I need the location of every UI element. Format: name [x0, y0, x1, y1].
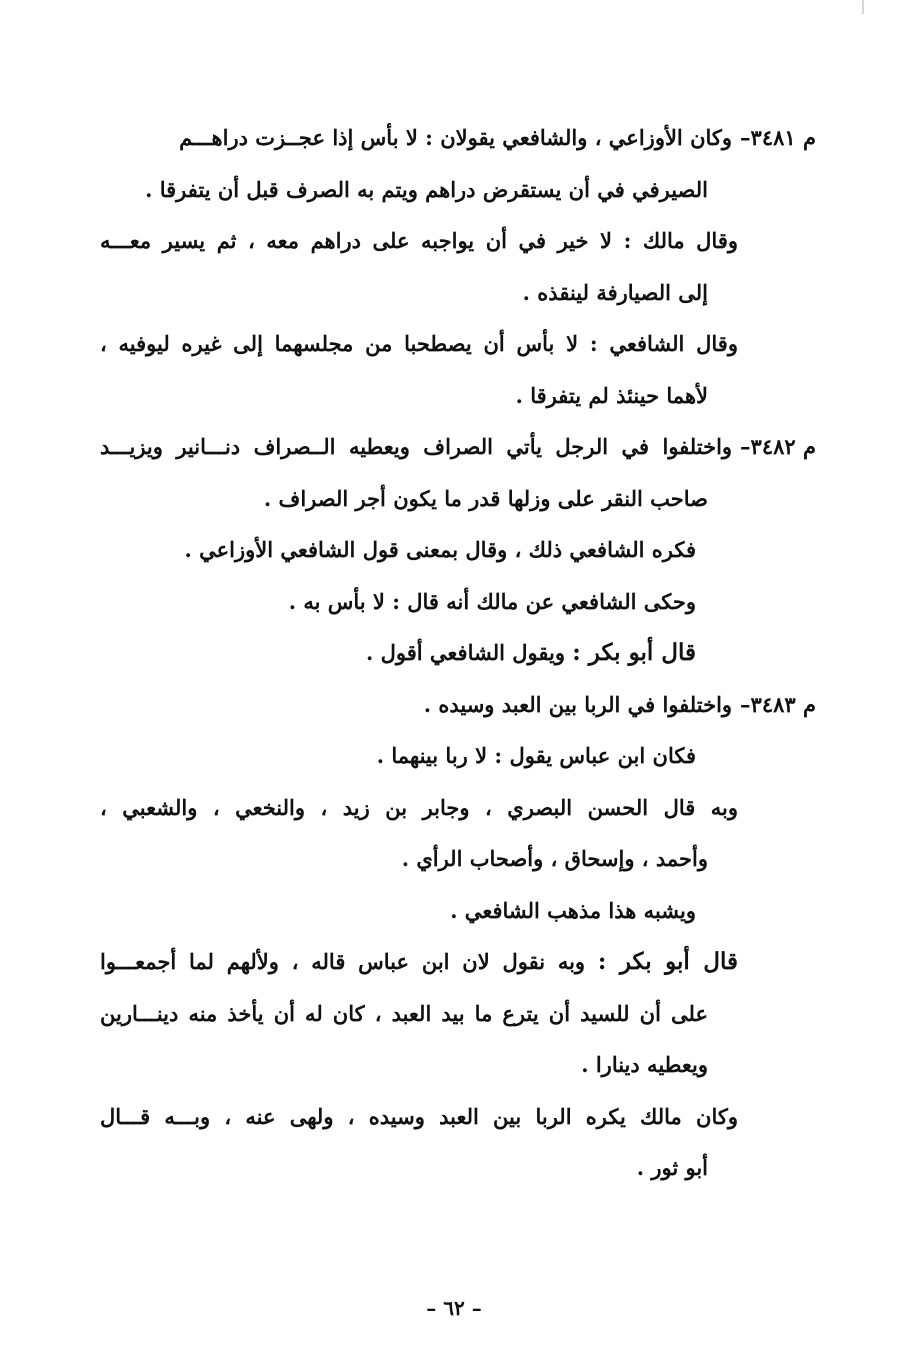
- paragraph-text: وبه نقول لان ابن عباس قاله ، ولألهم لما أجمعـــوا: [100, 949, 586, 974]
- paragraph-malik-line-1: وقال مالك : لا خير في أن يواجبه على دراهم معه ، ثم يسير معـــه: [100, 228, 738, 253]
- abu-bakr-lead: قال أبو بكر :: [597, 948, 738, 975]
- page-body: [100, 112, 816, 1194]
- paragraph-shafii-reports: وحكى الشافعي عن مالك أنه قال : لا بأس به .: [288, 588, 696, 614]
- paragraph-malik-dislike-line-2: أبو ثور .: [636, 1155, 708, 1180]
- paragraph-scholars-line-2: وأحمد ، وإسحاق ، وأصحاب الرأي .: [401, 846, 708, 871]
- paragraph-text: ويقول الشافعي أقول .: [366, 640, 565, 665]
- paragraph-abu-bakr-1: [100, 627, 816, 679]
- masalah-3483-line-1: [100, 679, 816, 731]
- paragraph-text: وكان الأوزاعي ، والشافعي يقولان : لا بأس إذا عجــزت دراهـــم: [179, 125, 733, 150]
- paragraph-shafii-dislike: فكره الشافعي ذلك ، وقال بمعنى قول الشافعي الأوزاعي .: [184, 537, 696, 562]
- masalah-3481-line-2: الصيرفي في أن يستقرض دراهم ويتم به الصرف قبل أن يتفرقا .: [145, 176, 708, 202]
- scan-artifact: [862, 0, 864, 14]
- paragraph-shafii-line-1: وقال الشافعي : لا بأس أن يصطحبا من مجلسهما إلى غيره ليوفيه ،: [100, 331, 738, 356]
- paragraph-abu-bakr-2-line-3: ويعطيه دينارا .: [581, 1052, 708, 1077]
- page-number: – ٦٢ –: [426, 1296, 482, 1320]
- paragraph-text: واختلفوا في الربا بين العبد وسيده .: [423, 691, 733, 717]
- masalah-3482-line-1: [100, 421, 816, 473]
- paragraph-malik-dislike-line-1: وكان مالك يكره الربا بين العبد وسيده ، ولهى عنه ، وبـــه قـــال: [100, 1103, 738, 1129]
- masalah-3481-line-1: [100, 112, 816, 164]
- paragraph-ibn-abbas: فكان ابن عباس يقول : لا ربا بينهما .: [376, 743, 696, 768]
- abu-bakr-lead: قال أبو بكر :: [572, 639, 696, 666]
- paragraph-abu-bakr-2-line-1: [100, 936, 816, 988]
- masalah-number: م ٣٤٨١–: [740, 125, 816, 150]
- paragraph-scholars-line-1: وبه قال الحسن البصري ، وجابر بن زيد ، والنخعي ، والشعبي ،: [100, 794, 738, 820]
- paragraph-shafii-line-2: لأهما حينئذ لم يتفرقا .: [515, 382, 708, 408]
- masalah-number: م ٣٤٨٢–: [740, 434, 816, 459]
- paragraph-shafii-madhhab: ويشبه هذا مذهب الشافعي .: [450, 897, 696, 923]
- paragraph-malik-line-2: إلى الصيارفة لينقذه .: [522, 279, 708, 305]
- paragraph-text: واختلفوا في الرجل يأتي الصراف ويعطيه الــصراف دنـــانير ويزيـــد: [100, 434, 733, 459]
- paragraph-abu-bakr-2-line-2: على أن للسيد أن يترع ما بيد العبد ، كان له أن يأخذ منه دينـــارين: [100, 1000, 708, 1026]
- masalah-3482-line-2: صاحب النقر على وزلها قدر ما يكون أجر الصراف .: [263, 485, 708, 511]
- masalah-number: م ٣٤٨٣–: [740, 691, 816, 717]
